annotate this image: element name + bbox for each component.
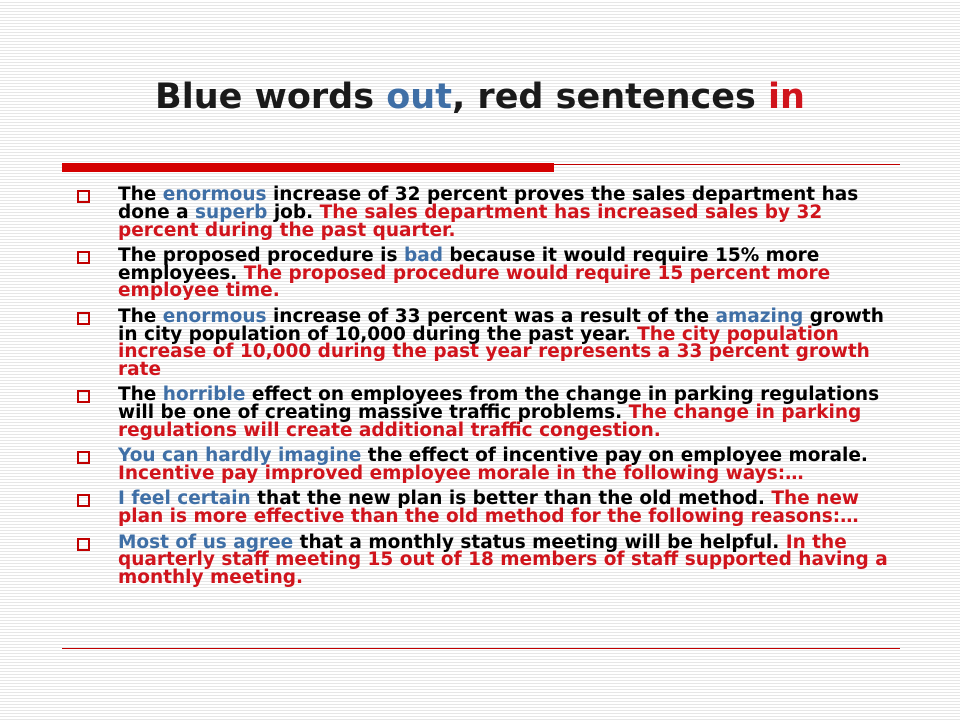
neutral-text: increase of 33 percent was a result of the	[266, 305, 716, 327]
bullet-item	[0, 384, 890, 442]
title-divider-bar	[62, 163, 554, 172]
neutral-text: that a monthly status meeting will be helpful.	[293, 531, 786, 553]
neutral-text: The	[118, 305, 163, 327]
red-sentence: Incentive pay improved employee morale in the following ways:…	[118, 463, 804, 485]
blue-word: bad	[403, 244, 443, 266]
hollow-square-icon	[77, 538, 90, 551]
bottom-rule	[62, 648, 900, 649]
title-text-part: Blue words	[155, 77, 387, 117]
slide-title	[0, 74, 960, 120]
neutral-text: increase of 32 percent proves the sales department has done a	[118, 184, 859, 223]
bullet-item	[0, 490, 890, 526]
neutral-text: The	[118, 184, 163, 205]
blue-word: You can hardly imagine	[118, 445, 362, 467]
blue-word: enormous	[162, 305, 267, 327]
blue-word: superb	[195, 201, 268, 223]
neutral-text: the effect of incentive pay on employee morale.	[361, 445, 868, 467]
hollow-square-icon	[77, 451, 90, 464]
title-text-part: , red sentences	[451, 77, 769, 117]
bullet-list	[0, 186, 890, 594]
neutral-text: because it would require 15% more employees.	[118, 244, 820, 284]
bullet-item	[0, 531, 890, 589]
blue-word: enormous	[162, 184, 267, 205]
hollow-square-icon	[77, 312, 90, 325]
neutral-text: effect on employees from the change in parking regulations will be one of creating massive traffic problems.	[118, 384, 880, 424]
red-sentence: The new plan is more effective than the old method for the following reasons:…	[118, 488, 859, 528]
neutral-text: growth in city population of 10,000 during the past year.	[118, 305, 884, 345]
hollow-square-icon	[77, 390, 90, 403]
title-blue-word: out	[386, 77, 452, 117]
neutral-text: The	[118, 384, 163, 406]
red-sentence: In the quarterly staff meeting 15 out of 18 members of staff supported having a monthly meeting.	[118, 531, 888, 589]
hollow-square-icon	[77, 251, 90, 264]
hollow-square-icon	[77, 494, 90, 507]
blue-word: I feel certain	[118, 488, 251, 510]
red-sentence: The change in parking regulations will create additional traffic congestion.	[118, 402, 862, 442]
bullet-item	[0, 447, 890, 483]
red-sentence: The sales department has increased sales by 32 percent during the past quarter.	[118, 201, 823, 241]
neutral-text: that the new plan is better than the old method.	[250, 488, 772, 510]
hollow-square-icon	[77, 190, 90, 203]
bullet-item	[0, 244, 890, 302]
neutral-text: The proposed procedure is	[118, 244, 404, 266]
bullet-item	[0, 186, 890, 239]
bullet-item	[0, 305, 890, 381]
title-red-word: in	[768, 77, 805, 117]
blue-word: Most of us agree	[118, 531, 294, 553]
red-sentence: The proposed procedure would require 15 percent more employee time.	[118, 262, 831, 302]
blue-word: horrible	[162, 384, 246, 406]
blue-word: amazing	[715, 305, 804, 327]
red-sentence: The city population increase of 10,000 during the past year represents a 33 percent growth rate	[118, 323, 870, 381]
neutral-text: job.	[267, 201, 320, 223]
